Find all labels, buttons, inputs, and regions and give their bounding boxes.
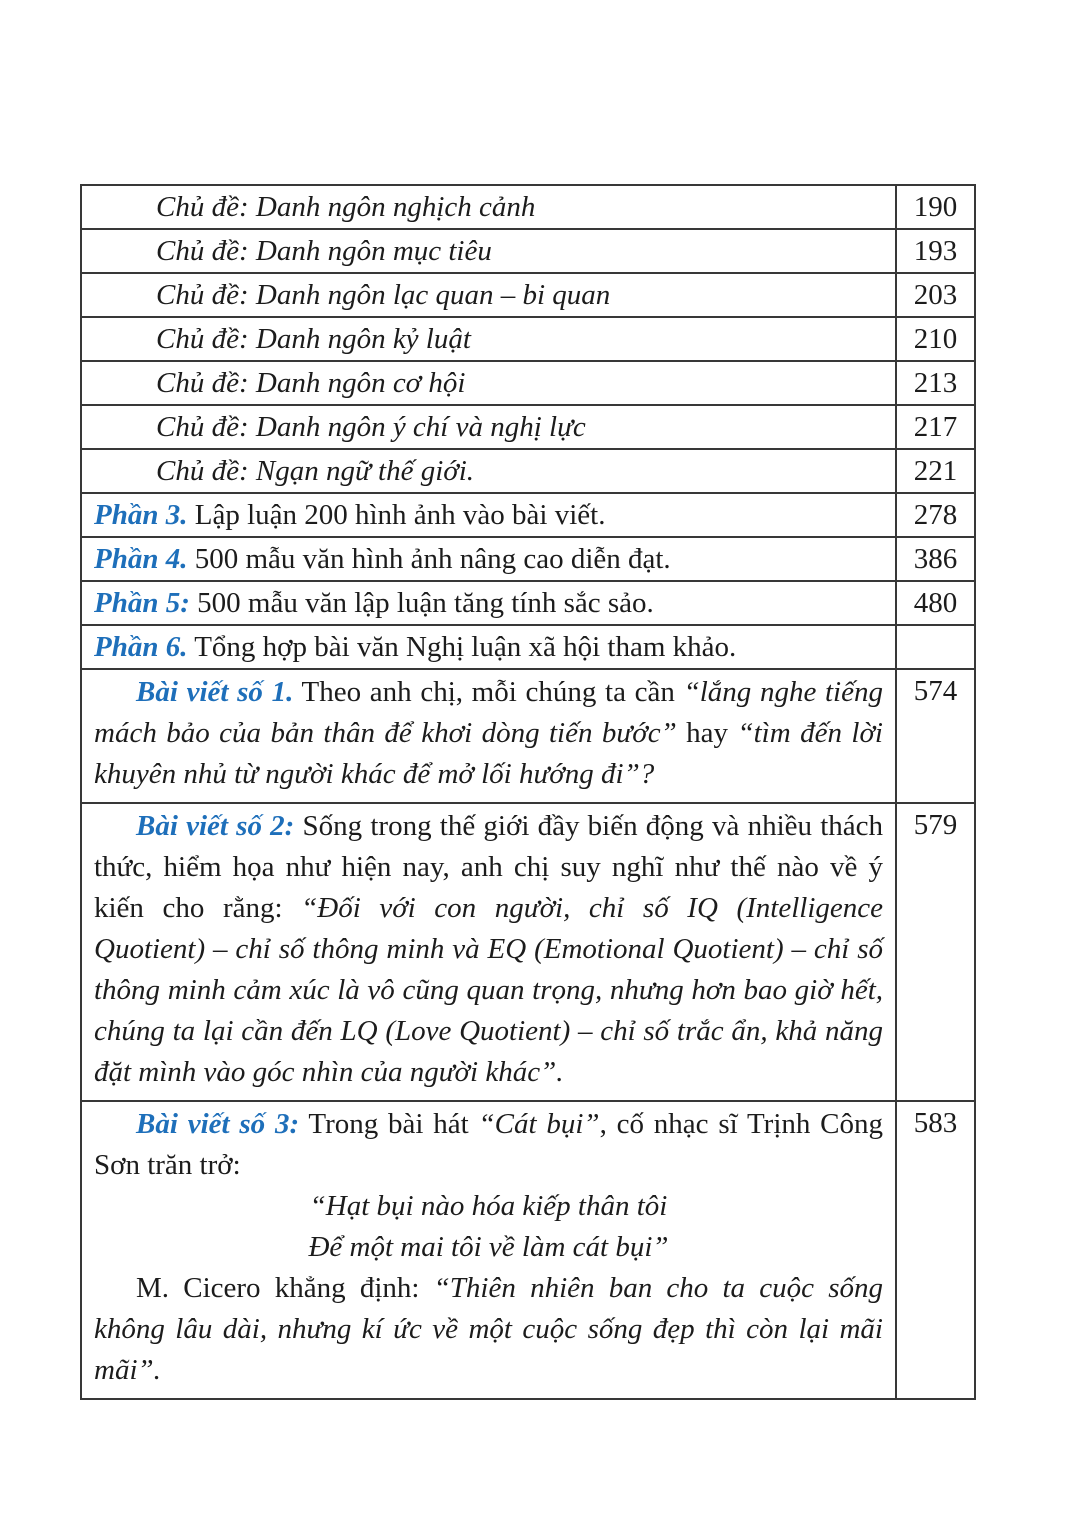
- entry-cell: [81, 625, 896, 669]
- topic-text: Chủ đề: Danh ngôn cơ hội: [156, 367, 466, 399]
- toc-row-topic: [81, 229, 975, 273]
- toc-row-essay-1: [81, 669, 975, 803]
- toc-row-topic: [81, 449, 975, 493]
- page-cell: [896, 185, 975, 229]
- page-cell: [896, 229, 975, 273]
- entry-cell: [81, 669, 896, 803]
- page-number: 203: [913, 278, 958, 311]
- part-text: Tổng hợp bài văn Nghị luận xã hội tham khảo.: [187, 631, 737, 663]
- entry-cell: [81, 537, 896, 581]
- part-text: 500 mẫu văn hình ảnh nâng cao diễn đạt.: [187, 543, 671, 575]
- page-number: 583: [913, 1107, 958, 1139]
- topic-text: Chủ đề: Danh ngôn mục tiêu: [156, 235, 492, 267]
- essay-text: Theo anh chị, mỗi chúng ta cần: [293, 676, 684, 708]
- toc-row-topic: [81, 361, 975, 405]
- topic-text: Chủ đề: Danh ngôn ý chí và nghị lực: [156, 411, 586, 443]
- essay-paragraph: [94, 672, 883, 795]
- entry-cell: [81, 581, 896, 625]
- essay-text: Sống trong thế giới đầy biến động và nhiều thách thức, hiểm họa như hiện nay, anh chị suy nghĩ như thế nào về ý kiến cho rằng:: [94, 810, 884, 924]
- toc-table: [80, 184, 976, 1400]
- page-number: 193: [913, 234, 958, 267]
- entry-cell: [81, 317, 896, 361]
- toc-row-part: [81, 537, 975, 581]
- toc-row-part: [81, 493, 975, 537]
- part-text: Lập luận 200 hình ảnh vào bài viết.: [187, 499, 606, 531]
- essay-paragraph: [94, 806, 883, 1093]
- toc-row-essay-3: [81, 1101, 975, 1399]
- page-cell: [896, 1101, 975, 1399]
- entry-cell: [81, 405, 896, 449]
- part-label: Phần 6.: [94, 631, 188, 663]
- essay-text: Trong bài hát: [299, 1108, 479, 1140]
- page-number: 221: [913, 454, 958, 487]
- essay-text: , cố nhạc sĩ Trịnh Công Sơn trăn trở:: [94, 1108, 884, 1181]
- page-cell: [896, 537, 975, 581]
- essay-label: Bài viết số 1.: [136, 676, 294, 708]
- page-cell: [896, 405, 975, 449]
- verse-line: “Hạt bụi nào hóa kiếp thân tôi: [309, 1190, 668, 1222]
- page-cell: [896, 625, 975, 669]
- essay-paragraph: [94, 1268, 883, 1391]
- essay-paragraph: [94, 1104, 883, 1186]
- toc-row-topic: [81, 273, 975, 317]
- part-label: Phần 4.: [94, 543, 188, 575]
- page-number: 210: [913, 322, 958, 355]
- page-cell: [896, 581, 975, 625]
- topic-text: Chủ đề: Danh ngôn kỷ luật: [156, 323, 471, 355]
- essay-label: Bài viết số 2:: [136, 810, 295, 842]
- toc-row-topic: [81, 185, 975, 229]
- page-number: 213: [913, 366, 958, 399]
- toc-row-topic: [81, 317, 975, 361]
- page-cell: [896, 449, 975, 493]
- entry-cell: [81, 1101, 896, 1399]
- toc-row-essay-2: [81, 803, 975, 1101]
- page-number: 217: [913, 410, 958, 443]
- page-cell: [896, 317, 975, 361]
- toc-row-topic: [81, 405, 975, 449]
- entry-cell: [81, 185, 896, 229]
- topic-text: Chủ đề: Ngạn ngữ thế giới.: [156, 455, 475, 487]
- essay-quote: “tìm đến lời khuyên nhủ từ người khác để mở lối hướng đi”?: [94, 717, 883, 790]
- entry-cell: [81, 449, 896, 493]
- essay-text: hay: [676, 717, 738, 749]
- verse-line: Để một mai tôi về làm cát bụi”: [308, 1231, 669, 1263]
- essay-quote: “Đối với con người, chỉ số IQ (Intelligence Quotient) – chỉ số thông minh và EQ (Emotional Quotient) – chỉ số thông minh cảm xúc là vô cũng quan trọng, nhưng hơn bao giờ hết, chúng ta lại cần đến LQ (Love Quotient) – chỉ số trắc ẩn, khả năng đặt mình vào góc nhìn của người khác”.: [94, 892, 884, 1088]
- page-number: 190: [913, 190, 958, 223]
- topic-text: Chủ đề: Danh ngôn nghịch cảnh: [156, 191, 536, 223]
- topic-text: Chủ đề: Danh ngôn lạc quan – bi quan: [156, 279, 611, 311]
- page-cell: [896, 273, 975, 317]
- entry-cell: [81, 361, 896, 405]
- page-number: 386: [913, 542, 958, 575]
- essay-label: Bài viết số 3:: [136, 1108, 300, 1140]
- essay-quote: “lắng nghe tiếng mách bảo của bản thân để khơi dòng tiến bước”: [94, 676, 883, 749]
- toc-row-part: [81, 581, 975, 625]
- part-label: Phần 3.: [94, 499, 188, 531]
- page-number: 278: [913, 498, 958, 531]
- essay-quote: “Thiên nhiên ban cho ta cuộc sống không lâu dài, nhưng kí ức về một cuộc sống đẹp thì còn lại mãi mãi”.: [94, 1272, 883, 1386]
- page-number: 579: [913, 809, 958, 841]
- page-cell: [896, 493, 975, 537]
- page-number: 480: [913, 586, 958, 619]
- entry-cell: [81, 273, 896, 317]
- part-label: Phần 5:: [94, 587, 190, 619]
- entry-cell: [81, 229, 896, 273]
- essay-text: M. Cicero khẳng định:: [136, 1272, 434, 1304]
- toc-row-part: [81, 625, 975, 669]
- entry-cell: [81, 803, 896, 1101]
- page-number: 574: [913, 675, 958, 707]
- entry-cell: [81, 493, 896, 537]
- page-cell: [896, 669, 975, 803]
- essay-quote: “Cát bụi”: [478, 1108, 600, 1140]
- page-cell: [896, 803, 975, 1101]
- page-cell: [896, 361, 975, 405]
- part-text: 500 mẫu văn lập luận tăng tính sắc sảo.: [189, 587, 654, 619]
